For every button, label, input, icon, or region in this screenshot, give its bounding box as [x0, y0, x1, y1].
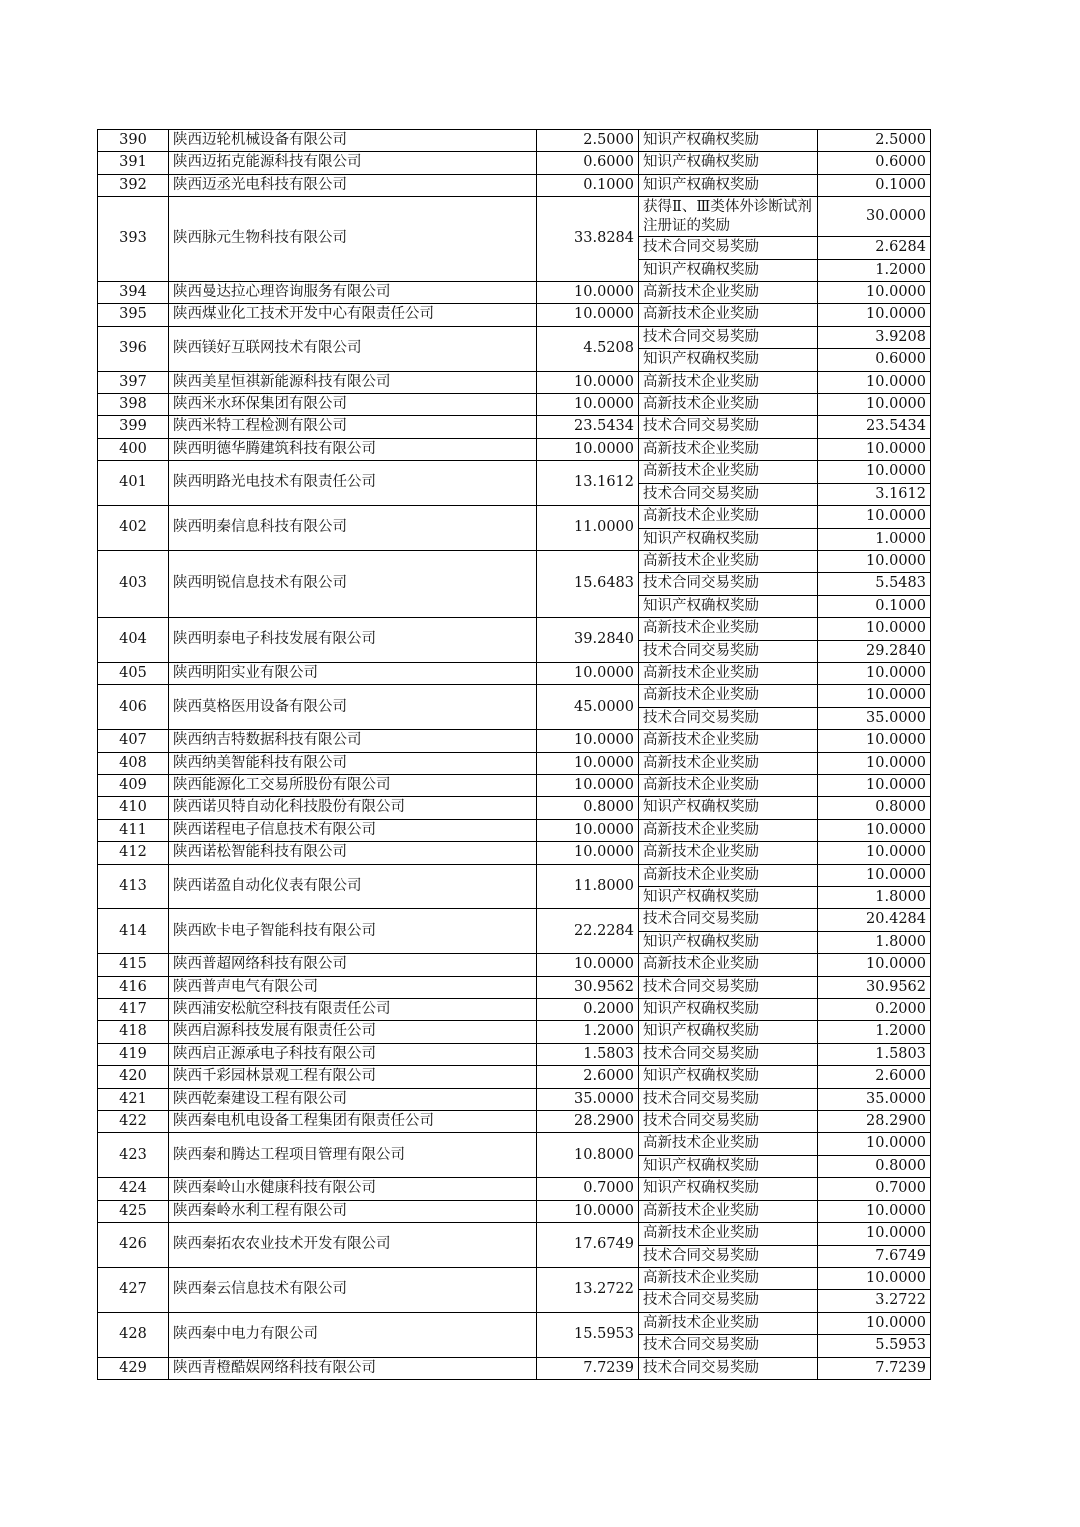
- total-amount: 10.0000: [537, 842, 639, 864]
- award-amount: 0.2000: [818, 999, 931, 1021]
- table-row: [98, 819, 931, 841]
- award-item: 高新技术企业奖励: [639, 550, 818, 572]
- row-number: 402: [98, 506, 169, 551]
- row-number: 393: [98, 197, 169, 282]
- row-number: 421: [98, 1088, 169, 1110]
- award-item: 高新技术企业奖励: [639, 304, 818, 326]
- award-item: 知识产权确权奖励: [639, 152, 818, 174]
- table-row: [98, 506, 931, 528]
- total-amount: 22.2284: [537, 909, 639, 954]
- company-name: 陕西秦中电力有限公司: [169, 1312, 537, 1357]
- company-name: 陕西普超网络科技有限公司: [169, 954, 537, 976]
- award-amount: 1.0000: [818, 528, 931, 550]
- company-name: 陕西诺程电子信息技术有限公司: [169, 819, 537, 841]
- table-row: [98, 1267, 931, 1289]
- company-name: 陕西美星恒祺新能源科技有限公司: [169, 371, 537, 393]
- award-amount: 30.0000: [818, 197, 931, 237]
- total-amount: 11.0000: [537, 506, 639, 551]
- award-item: 技术合同交易奖励: [639, 1357, 818, 1379]
- award-amount: 23.5434: [818, 416, 931, 438]
- company-name: 陕西诺贝特自动化科技股份有限公司: [169, 797, 537, 819]
- award-amount: 10.0000: [818, 864, 931, 886]
- award-amount: 10.0000: [818, 461, 931, 483]
- row-number: 415: [98, 954, 169, 976]
- award-item: 高新技术企业奖励: [639, 618, 818, 640]
- award-amount: 10.0000: [818, 618, 931, 640]
- award-item: 高新技术企业奖励: [639, 438, 818, 460]
- company-name: 陕西浦安松航空科技有限责任公司: [169, 999, 537, 1021]
- award-amount: 35.0000: [818, 1088, 931, 1110]
- total-amount: 35.0000: [537, 1088, 639, 1110]
- company-name: 陕西明泰电子科技发展有限公司: [169, 618, 537, 663]
- company-name: 陕西秦拓农农业技术开发有限公司: [169, 1223, 537, 1268]
- award-amount: 10.0000: [818, 1223, 931, 1245]
- total-amount: 10.0000: [537, 304, 639, 326]
- award-item: 知识产权确权奖励: [639, 130, 818, 152]
- table-row: [98, 550, 931, 572]
- company-name: 陕西曼达拉心理咨询服务有限公司: [169, 282, 537, 304]
- total-amount: 10.0000: [537, 819, 639, 841]
- table-row: [98, 1066, 931, 1088]
- table-row: [98, 197, 931, 237]
- award-amount: 1.5803: [818, 1043, 931, 1065]
- row-number: 429: [98, 1357, 169, 1379]
- award-amount: 3.2722: [818, 1290, 931, 1312]
- award-amount: 10.0000: [818, 842, 931, 864]
- award-item: 知识产权确权奖励: [639, 595, 818, 617]
- total-amount: 15.5953: [537, 1312, 639, 1357]
- company-name: 陕西明路光电技术有限责任公司: [169, 461, 537, 506]
- award-amount: 10.0000: [818, 506, 931, 528]
- award-amount: 0.8000: [818, 1155, 931, 1177]
- table-row: [98, 618, 931, 640]
- row-number: 396: [98, 326, 169, 371]
- award-item: 高新技术企业奖励: [639, 282, 818, 304]
- row-number: 394: [98, 282, 169, 304]
- row-number: 403: [98, 550, 169, 617]
- row-number: 412: [98, 842, 169, 864]
- company-name: 陕西秦电机电设备工程集团有限责任公司: [169, 1111, 537, 1133]
- award-amount: 10.0000: [818, 1312, 931, 1334]
- award-item: 高新技术企业奖励: [639, 730, 818, 752]
- table-row: [98, 416, 931, 438]
- award-item: 高新技术企业奖励: [639, 371, 818, 393]
- award-amount: 0.8000: [818, 797, 931, 819]
- award-item: 技术合同交易奖励: [639, 326, 818, 348]
- award-amount: 0.6000: [818, 152, 931, 174]
- total-amount: 0.8000: [537, 797, 639, 819]
- award-amount: 7.6749: [818, 1245, 931, 1267]
- award-amount: 0.7000: [818, 1178, 931, 1200]
- total-amount: 10.8000: [537, 1133, 639, 1178]
- row-number: 425: [98, 1200, 169, 1222]
- row-number: 427: [98, 1267, 169, 1312]
- award-amount: 3.1612: [818, 483, 931, 505]
- total-amount: 0.2000: [537, 999, 639, 1021]
- award-amount: 10.0000: [818, 1133, 931, 1155]
- award-item: 技术合同交易奖励: [639, 416, 818, 438]
- award-item: 技术合同交易奖励: [639, 1245, 818, 1267]
- total-amount: 10.0000: [537, 662, 639, 684]
- company-name: 陕西米水环保集团有限公司: [169, 394, 537, 416]
- total-amount: 0.1000: [537, 174, 639, 196]
- award-item: 技术合同交易奖励: [639, 640, 818, 662]
- award-item: 知识产权确权奖励: [639, 259, 818, 281]
- company-name: 陕西启正源承电子科技有限公司: [169, 1043, 537, 1065]
- row-number: 392: [98, 174, 169, 196]
- company-name: 陕西明阳实业有限公司: [169, 662, 537, 684]
- table-row: [98, 130, 931, 152]
- award-amount: 2.5000: [818, 130, 931, 152]
- award-item: 获得Ⅱ、Ⅲ类体外诊断试剂注册证的奖励: [639, 197, 818, 237]
- table-row: [98, 864, 931, 886]
- table-row: [98, 1021, 931, 1043]
- award-item: 高新技术企业奖励: [639, 842, 818, 864]
- award-item: 高新技术企业奖励: [639, 506, 818, 528]
- award-item: 知识产权确权奖励: [639, 528, 818, 550]
- award-item: 技术合同交易奖励: [639, 976, 818, 998]
- award-amount: 3.9208: [818, 326, 931, 348]
- total-amount: 2.5000: [537, 130, 639, 152]
- award-item: 知识产权确权奖励: [639, 797, 818, 819]
- award-item: 高新技术企业奖励: [639, 685, 818, 707]
- award-item: 技术合同交易奖励: [639, 573, 818, 595]
- award-item: 技术合同交易奖励: [639, 483, 818, 505]
- total-amount: 11.8000: [537, 864, 639, 909]
- table-row: [98, 1223, 931, 1245]
- award-amount: 5.5953: [818, 1335, 931, 1357]
- award-amount: 1.8000: [818, 887, 931, 909]
- award-item: 技术合同交易奖励: [639, 1088, 818, 1110]
- company-name: 陕西迈轮机械设备有限公司: [169, 130, 537, 152]
- award-item: 高新技术企业奖励: [639, 461, 818, 483]
- award-amount: 0.1000: [818, 174, 931, 196]
- company-name: 陕西迈丞光电科技有限公司: [169, 174, 537, 196]
- award-amount: 10.0000: [818, 752, 931, 774]
- award-item: 技术合同交易奖励: [639, 707, 818, 729]
- total-amount: 45.0000: [537, 685, 639, 730]
- award-item: 高新技术企业奖励: [639, 864, 818, 886]
- table-row: [98, 1200, 931, 1222]
- company-name: 陕西能源化工交易所股份有限公司: [169, 774, 537, 796]
- row-number: 420: [98, 1066, 169, 1088]
- award-amount: 10.0000: [818, 550, 931, 572]
- award-amount: 10.0000: [818, 954, 931, 976]
- company-name: 陕西明锐信息技术有限公司: [169, 550, 537, 617]
- table-row: [98, 842, 931, 864]
- award-item: 技术合同交易奖励: [639, 1043, 818, 1065]
- company-name: 陕西脉元生物科技有限公司: [169, 197, 537, 282]
- award-item: 技术合同交易奖励: [639, 237, 818, 259]
- total-amount: 23.5434: [537, 416, 639, 438]
- award-item: 高新技术企业奖励: [639, 662, 818, 684]
- table-row: [98, 774, 931, 796]
- award-item: 高新技术企业奖励: [639, 1223, 818, 1245]
- award-item: 高新技术企业奖励: [639, 1133, 818, 1155]
- award-amount: 10.0000: [818, 774, 931, 796]
- table-row: [98, 1312, 931, 1334]
- total-amount: 10.0000: [537, 1200, 639, 1222]
- total-amount: 10.0000: [537, 954, 639, 976]
- table-row: [98, 282, 931, 304]
- total-amount: 10.0000: [537, 394, 639, 416]
- total-amount: 10.0000: [537, 730, 639, 752]
- company-name: 陕西纳美智能科技有限公司: [169, 752, 537, 774]
- row-number: 414: [98, 909, 169, 954]
- award-item: 知识产权确权奖励: [639, 1178, 818, 1200]
- company-name: 陕西米特工程检测有限公司: [169, 416, 537, 438]
- total-amount: 39.2840: [537, 618, 639, 663]
- row-number: 424: [98, 1178, 169, 1200]
- award-item: 知识产权确权奖励: [639, 174, 818, 196]
- company-name: 陕西诺松智能科技有限公司: [169, 842, 537, 864]
- award-item: 知识产权确权奖励: [639, 931, 818, 953]
- award-table-body: [98, 130, 931, 1380]
- company-name: 陕西秦岭山水健康科技有限公司: [169, 1178, 537, 1200]
- company-name: 陕西镁好互联网技术有限公司: [169, 326, 537, 371]
- table-row: [98, 1178, 931, 1200]
- table-row: [98, 909, 931, 931]
- total-amount: 0.6000: [537, 152, 639, 174]
- award-table: [97, 129, 931, 1380]
- award-item: 知识产权确权奖励: [639, 1066, 818, 1088]
- total-amount: 28.2900: [537, 1111, 639, 1133]
- table-row: [98, 752, 931, 774]
- total-amount: 1.5803: [537, 1043, 639, 1065]
- table-row: [98, 662, 931, 684]
- award-amount: 10.0000: [818, 371, 931, 393]
- award-amount: 0.1000: [818, 595, 931, 617]
- total-amount: 13.1612: [537, 461, 639, 506]
- table-row: [98, 174, 931, 196]
- row-number: 395: [98, 304, 169, 326]
- award-item: 技术合同交易奖励: [639, 1335, 818, 1357]
- total-amount: 33.8284: [537, 197, 639, 282]
- award-item: 高新技术企业奖励: [639, 752, 818, 774]
- row-number: 417: [98, 999, 169, 1021]
- total-amount: 30.9562: [537, 976, 639, 998]
- table-row: [98, 371, 931, 393]
- table-row: [98, 1043, 931, 1065]
- award-item: 高新技术企业奖励: [639, 1200, 818, 1222]
- award-amount: 10.0000: [818, 1267, 931, 1289]
- award-item: 知识产权确权奖励: [639, 1155, 818, 1177]
- row-number: 406: [98, 685, 169, 730]
- award-item: 高新技术企业奖励: [639, 819, 818, 841]
- table-row: [98, 438, 931, 460]
- company-name: 陕西迈拓克能源科技有限公司: [169, 152, 537, 174]
- total-amount: 10.0000: [537, 438, 639, 460]
- award-amount: 2.6000: [818, 1066, 931, 1088]
- row-number: 405: [98, 662, 169, 684]
- company-name: 陕西启源科技发展有限责任公司: [169, 1021, 537, 1043]
- table-row: [98, 999, 931, 1021]
- award-item: 知识产权确权奖励: [639, 1021, 818, 1043]
- award-amount: 35.0000: [818, 707, 931, 729]
- award-amount: 10.0000: [818, 394, 931, 416]
- company-name: 陕西莫格医用设备有限公司: [169, 685, 537, 730]
- award-amount: 10.0000: [818, 685, 931, 707]
- row-number: 400: [98, 438, 169, 460]
- table-row: [98, 1088, 931, 1110]
- award-amount: 28.2900: [818, 1111, 931, 1133]
- company-name: 陕西秦云信息技术有限公司: [169, 1267, 537, 1312]
- award-item: 知识产权确权奖励: [639, 887, 818, 909]
- total-amount: 0.7000: [537, 1178, 639, 1200]
- row-number: 423: [98, 1133, 169, 1178]
- table-row: [98, 954, 931, 976]
- row-number: 391: [98, 152, 169, 174]
- award-amount: 29.2840: [818, 640, 931, 662]
- award-item: 高新技术企业奖励: [639, 774, 818, 796]
- company-name: 陕西明秦信息科技有限公司: [169, 506, 537, 551]
- total-amount: 10.0000: [537, 371, 639, 393]
- table-row: [98, 976, 931, 998]
- table-row: [98, 152, 931, 174]
- row-number: 426: [98, 1223, 169, 1268]
- company-name: 陕西煤业化工技术开发中心有限责任公司: [169, 304, 537, 326]
- total-amount: 13.2722: [537, 1267, 639, 1312]
- table-row: [98, 326, 931, 348]
- award-item: 技术合同交易奖励: [639, 909, 818, 931]
- company-name: 陕西诺盈自动化仪表有限公司: [169, 864, 537, 909]
- total-amount: 10.0000: [537, 774, 639, 796]
- company-name: 陕西纳吉特数据科技有限公司: [169, 730, 537, 752]
- award-amount: 1.8000: [818, 931, 931, 953]
- award-item: 高新技术企业奖励: [639, 394, 818, 416]
- row-number: 411: [98, 819, 169, 841]
- row-number: 399: [98, 416, 169, 438]
- award-amount: 0.6000: [818, 349, 931, 371]
- row-number: 418: [98, 1021, 169, 1043]
- award-amount: 10.0000: [818, 1200, 931, 1222]
- company-name: 陕西欧卡电子智能科技有限公司: [169, 909, 537, 954]
- award-item: 知识产权确权奖励: [639, 349, 818, 371]
- company-name: 陕西秦岭水利工程有限公司: [169, 1200, 537, 1222]
- row-number: 397: [98, 371, 169, 393]
- company-name: 陕西乾秦建设工程有限公司: [169, 1088, 537, 1110]
- award-amount: 10.0000: [818, 282, 931, 304]
- award-amount: 10.0000: [818, 730, 931, 752]
- company-name: 陕西青橙酷娱网络科技有限公司: [169, 1357, 537, 1379]
- award-amount: 1.2000: [818, 1021, 931, 1043]
- table-row: [98, 797, 931, 819]
- award-item: 知识产权确权奖励: [639, 999, 818, 1021]
- award-amount: 1.2000: [818, 259, 931, 281]
- company-name: 陕西千彩园林景观工程有限公司: [169, 1066, 537, 1088]
- total-amount: 1.2000: [537, 1021, 639, 1043]
- row-number: 398: [98, 394, 169, 416]
- award-amount: 30.9562: [818, 976, 931, 998]
- table-row: [98, 1111, 931, 1133]
- award-amount: 5.5483: [818, 573, 931, 595]
- table-row: [98, 461, 931, 483]
- row-number: 422: [98, 1111, 169, 1133]
- row-number: 410: [98, 797, 169, 819]
- award-amount: 2.6284: [818, 237, 931, 259]
- row-number: 407: [98, 730, 169, 752]
- total-amount: 15.6483: [537, 550, 639, 617]
- table-row: [98, 304, 931, 326]
- row-number: 413: [98, 864, 169, 909]
- award-amount: 10.0000: [818, 819, 931, 841]
- company-name: 陕西秦和腾达工程项目管理有限公司: [169, 1133, 537, 1178]
- award-item: 技术合同交易奖励: [639, 1290, 818, 1312]
- row-number: 401: [98, 461, 169, 506]
- table-row: [98, 1357, 931, 1379]
- award-amount: 20.4284: [818, 909, 931, 931]
- total-amount: 2.6000: [537, 1066, 639, 1088]
- table-row: [98, 685, 931, 707]
- total-amount: 17.6749: [537, 1223, 639, 1268]
- company-name: 陕西明德华腾建筑科技有限公司: [169, 438, 537, 460]
- award-item: 高新技术企业奖励: [639, 1267, 818, 1289]
- total-amount: 4.5208: [537, 326, 639, 371]
- total-amount: 7.7239: [537, 1357, 639, 1379]
- table-row: [98, 730, 931, 752]
- row-number: 404: [98, 618, 169, 663]
- award-amount: 10.0000: [818, 304, 931, 326]
- row-number: 416: [98, 976, 169, 998]
- row-number: 409: [98, 774, 169, 796]
- row-number: 419: [98, 1043, 169, 1065]
- table-row: [98, 394, 931, 416]
- row-number: 390: [98, 130, 169, 152]
- table-row: [98, 1133, 931, 1155]
- award-amount: 10.0000: [818, 438, 931, 460]
- total-amount: 10.0000: [537, 752, 639, 774]
- award-amount: 10.0000: [818, 662, 931, 684]
- award-item: 技术合同交易奖励: [639, 1111, 818, 1133]
- company-name: 陕西普声电气有限公司: [169, 976, 537, 998]
- award-item: 高新技术企业奖励: [639, 954, 818, 976]
- total-amount: 10.0000: [537, 282, 639, 304]
- award-amount: 7.7239: [818, 1357, 931, 1379]
- row-number: 428: [98, 1312, 169, 1357]
- award-item: 高新技术企业奖励: [639, 1312, 818, 1334]
- row-number: 408: [98, 752, 169, 774]
